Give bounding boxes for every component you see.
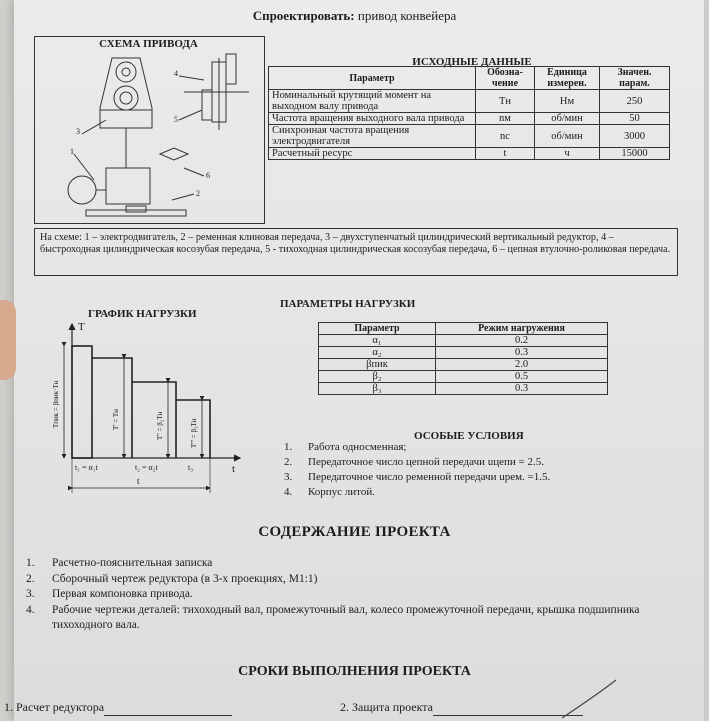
deadline-item-1: 1. Расчет редуктора xyxy=(4,700,232,716)
schema-label-5: 5 xyxy=(174,115,178,124)
interval-label-1: t₁ = α₁t xyxy=(75,463,98,472)
schema-label-6: 6 xyxy=(206,171,210,180)
list-item: 4. Рабочие чертежи деталей: тихоходный вал, промежуточный вал, колесо промежуточной передачи, крышка подшипника тихоходного вала. xyxy=(26,603,640,631)
header-cell: Значен. парам. xyxy=(600,67,670,90)
table-cell: 250 xyxy=(600,90,670,113)
schema-title: СХЕМА ПРИВОДА xyxy=(99,38,198,50)
special-conditions-title: ОСОБЫЕ УСЛОВИЯ xyxy=(414,430,524,442)
load-params-title: ПАРАМЕТРЫ НАГРУЗКИ xyxy=(280,298,416,310)
table-row xyxy=(269,148,670,160)
schema-label-2: 2 xyxy=(196,189,200,198)
table-cell: об/мин xyxy=(535,125,600,148)
interval-label-2: t₂ = α₂t xyxy=(135,463,158,472)
project-content-title: СОДЕРЖАНИЕ ПРОЕКТА xyxy=(258,524,451,540)
finger-photo-artifact xyxy=(0,300,16,380)
interval-label-3: t₃ xyxy=(188,463,194,472)
bar-label-2: T'' = β₂Tн xyxy=(156,411,164,440)
schema-label-4: 4 xyxy=(174,69,178,78)
table-cell: α₂ xyxy=(319,347,436,359)
x-axis-label: t xyxy=(232,463,236,475)
bar-label-3: T''' = β₃Tн xyxy=(190,418,198,448)
table-cell: Номинальный крутящий момент на выходном валу привода xyxy=(269,90,476,113)
table-header-row xyxy=(269,67,670,90)
header-cell: Единица измерен. xyxy=(535,67,600,90)
table-cell: 0.2 xyxy=(436,335,608,347)
peak-torque-label: Tпик = βпик·Tн xyxy=(52,380,60,428)
table-cell: Tн xyxy=(476,90,535,113)
table-cell: nс xyxy=(476,125,535,148)
table-cell: Расчетный ресурс xyxy=(269,148,476,160)
table-cell: 0.3 xyxy=(436,383,608,395)
list-item: 1. Расчетно-пояснительная записка xyxy=(26,557,213,569)
table-row xyxy=(319,335,608,347)
list-item: 3. Передаточное число ременной передачи uрем. =1.5. xyxy=(284,471,551,483)
project-content-list xyxy=(26,556,696,634)
table-row xyxy=(319,347,608,359)
table-cell: t xyxy=(476,148,535,160)
load-graph-diagram xyxy=(42,318,252,508)
table-cell: Синхронная частота вращения электродвигателя xyxy=(269,125,476,148)
special-conditions-list xyxy=(284,440,550,500)
table-cell: Нм xyxy=(535,90,600,113)
table-cell: α₁ xyxy=(319,335,436,347)
load-graph-title: ГРАФИК НАГРУЗКИ xyxy=(88,308,197,320)
table-cell: nм xyxy=(476,113,535,125)
header-cell: Параметр xyxy=(269,67,476,90)
bar-label-1: T' = Tн xyxy=(112,409,120,430)
table-row xyxy=(319,359,608,371)
table-row xyxy=(319,383,608,395)
load-params-table xyxy=(318,322,608,395)
list-item: 2. Сборочный чертеж редуктора (в 3-х проекциях, М1:1) xyxy=(26,572,318,585)
header-cell: Обозна-чение xyxy=(476,67,535,90)
header-cell: Параметр xyxy=(319,323,436,335)
deadlines-title: СРОКИ ВЫПОЛНЕНИЯ ПРОЕКТА xyxy=(238,664,471,679)
table-row xyxy=(319,371,608,383)
deadline-item-2: 2. Защита проекта xyxy=(340,700,583,716)
table-cell: βпик xyxy=(319,359,436,371)
list-item: 4. Корпус литой. xyxy=(284,486,375,498)
table-row xyxy=(269,125,670,148)
list-item: 3. Первая компоновка привода. xyxy=(26,588,193,600)
schema-label-1: 1 xyxy=(70,147,74,156)
table-header-row xyxy=(319,323,608,335)
signature-mark xyxy=(560,676,620,720)
list-item: 2. Передаточное число цепной передачи uцепи = 2.5. xyxy=(284,456,545,468)
table-cell: β₂ xyxy=(319,371,436,383)
initial-data-title: ИСХОДНЫЕ ДАННЫЕ xyxy=(412,56,532,68)
schema-label-3: 3 xyxy=(76,127,80,136)
table-row xyxy=(269,113,670,125)
table-cell: 0.3 xyxy=(436,347,608,359)
table-cell: 0.5 xyxy=(436,371,608,383)
table-row xyxy=(269,90,670,113)
list-item: 1. Работа односменная; xyxy=(284,441,407,453)
drive-schema-diagram xyxy=(34,50,263,222)
blank-line xyxy=(104,700,232,716)
table-cell: ч xyxy=(535,148,600,160)
total-time-label: t xyxy=(137,476,140,486)
table-cell: об/мин xyxy=(535,113,600,125)
table-cell: Частота вращения выходного вала привода xyxy=(269,113,476,125)
table-cell: 2.0 xyxy=(436,359,608,371)
table-cell: 3000 xyxy=(600,125,670,148)
initial-data-table xyxy=(268,66,670,160)
y-axis-label: T xyxy=(78,321,85,333)
header-cell: Режим нагружения xyxy=(436,323,608,335)
table-cell: 15000 xyxy=(600,148,670,160)
schema-note: На схеме: 1 – электродвигатель, 2 – ременная клиновая передача, 3 – двухступенчатый цилиндрический вертикальный редуктор, 4 – быстроходная цилиндрическая косозубая передача, 5 - тихоходная цилиндрическая косозубая передача, 6 – цепная втулочно-роликовая передача. xyxy=(34,228,678,276)
document-title: Спроектировать: привод конвейера xyxy=(252,8,457,23)
table-cell: 50 xyxy=(600,113,670,125)
table-cell: β₃ xyxy=(319,383,436,395)
